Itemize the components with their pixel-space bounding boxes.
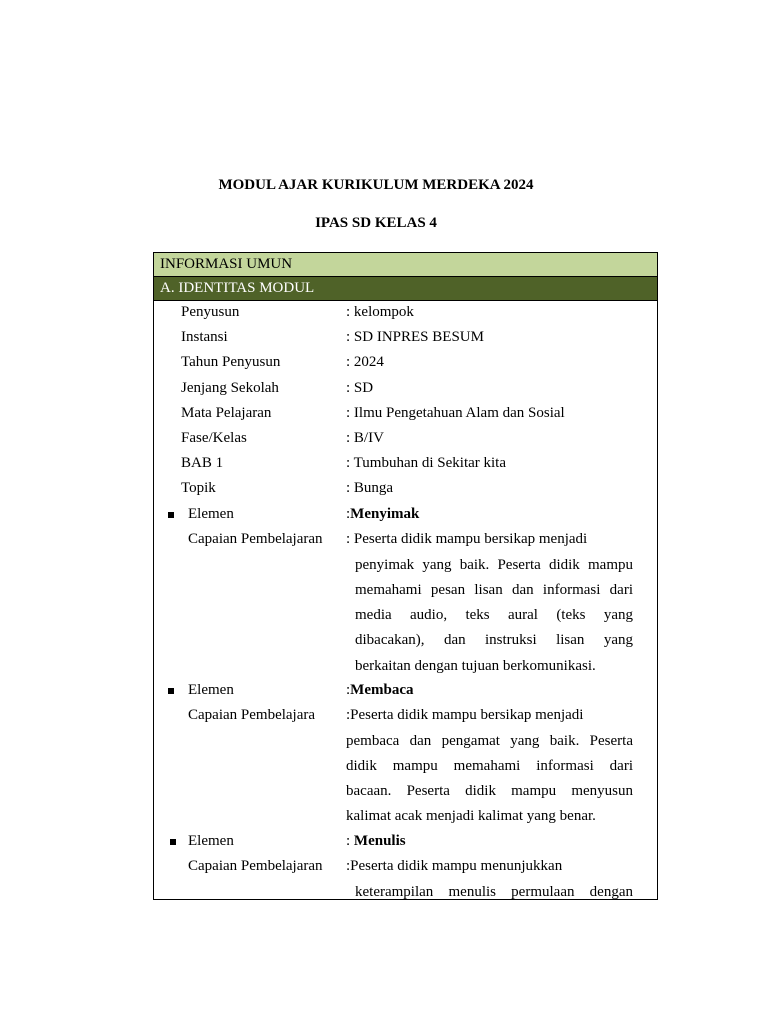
identity-row bbox=[154, 301, 657, 326]
identity-label: Mata Pelajaran bbox=[181, 404, 272, 421]
identity-row bbox=[154, 402, 657, 427]
identity-row bbox=[154, 377, 657, 402]
identity-label: Topik bbox=[181, 480, 216, 497]
learning-outcome-line: bacaan. Peserta didik mampu menyusun bbox=[346, 783, 633, 800]
identity-value: : kelompok bbox=[346, 304, 414, 320]
element-prefix: : bbox=[346, 505, 351, 522]
identity-list bbox=[154, 301, 657, 503]
learning-outcome-line: media audio, teks aural (teks yang bbox=[355, 607, 633, 624]
identity-value: : Tumbuhan di Sekitar kita bbox=[346, 455, 507, 472]
document-subtitle: IPAS SD KELAS 4 bbox=[315, 215, 437, 231]
learning-outcome-menyimak bbox=[154, 528, 657, 679]
learning-outcome-label: Capaian Pembelajara bbox=[188, 706, 316, 723]
learning-outcome-line: pembaca dan pengamat yang baik. Peserta bbox=[346, 732, 633, 749]
element-prefix: : bbox=[346, 681, 351, 698]
identity-value: : SD INPRES BESUM bbox=[346, 329, 484, 346]
element-value bbox=[346, 682, 413, 699]
identity-value: : Bunga bbox=[346, 480, 394, 497]
element-name: Membaca bbox=[350, 681, 414, 698]
learning-outcome-membaca bbox=[154, 704, 657, 830]
identity-value: : Ilmu Pengetahuan Alam dan Sosial bbox=[346, 404, 565, 421]
learning-outcome-line: memahami pesan lisan dan informasi dari bbox=[355, 581, 633, 598]
learning-outcome-first-line: :Peserta didik mampu bersikap menjadi bbox=[346, 706, 584, 723]
identity-label: Fase/Kelas bbox=[181, 429, 247, 446]
learning-outcome-menulis bbox=[154, 855, 657, 900]
element-row-menyimak bbox=[154, 503, 657, 528]
identity-row bbox=[154, 427, 657, 452]
identity-row bbox=[154, 452, 657, 477]
learning-outcome-text bbox=[355, 880, 633, 900]
element-label: Elemen bbox=[188, 505, 234, 522]
element-row-menulis bbox=[154, 830, 657, 855]
identity-label: Tahun Penyusun bbox=[181, 354, 281, 371]
identity-label: Instansi bbox=[181, 329, 228, 346]
section-header: INFORMASI UMUN bbox=[154, 253, 657, 277]
identity-label: Penyusun bbox=[181, 304, 240, 320]
learning-outcome-first-line: : Peserta didik mampu bersikap menjadi bbox=[346, 530, 588, 547]
learning-outcome-text bbox=[355, 553, 633, 679]
square-bullet-icon bbox=[168, 688, 174, 694]
learning-outcome-line: dibacakan), dan instruksi lisan yang bbox=[355, 632, 633, 649]
identity-value: : SD bbox=[346, 379, 374, 396]
learning-outcome-label: Capaian Pembelajaran bbox=[188, 858, 323, 875]
element-label: Elemen bbox=[188, 832, 234, 849]
identity-label: BAB 1 bbox=[181, 455, 224, 472]
identity-value: : B/IV bbox=[346, 429, 384, 446]
identity-label: Jenjang Sekolah bbox=[181, 379, 279, 396]
element-name: Menulis bbox=[353, 832, 406, 849]
element-name: Menyimak bbox=[350, 505, 420, 522]
learning-outcome-line: penyimak yang baik. Peserta didik mampu bbox=[355, 556, 633, 573]
learning-outcome-first-line: :Peserta didik mampu menunjukkan bbox=[346, 858, 563, 875]
element-row-membaca bbox=[154, 679, 657, 704]
identity-row bbox=[154, 477, 657, 502]
square-bullet-icon bbox=[168, 512, 174, 518]
learning-outcome-text bbox=[346, 729, 633, 830]
learning-outcome-line: berkaitan dengan tujuan berkomunikasi. bbox=[355, 657, 596, 674]
square-bullet-icon bbox=[170, 839, 176, 845]
module-info-table bbox=[153, 252, 658, 900]
document-title: MODUL AJAR KURIKULUM MERDEKA 2024 bbox=[218, 177, 534, 193]
identity-value: : 2024 bbox=[346, 354, 384, 371]
learning-outcome-line: didik mampu memahami informasi dari bbox=[346, 758, 633, 775]
element-prefix: : bbox=[346, 832, 354, 849]
subsection-header: A. IDENTITAS MODUL bbox=[154, 277, 657, 301]
learning-outcome-line: keterampilan menulis permulaan dengan bbox=[355, 884, 633, 900]
element-value bbox=[346, 833, 406, 850]
learning-outcome-line: kalimat acak menjadi kalimat yang benar. bbox=[346, 808, 596, 825]
learning-outcome-label: Capaian Pembelajaran bbox=[188, 530, 323, 547]
identity-row bbox=[154, 326, 657, 351]
identity-row bbox=[154, 351, 657, 376]
element-value bbox=[346, 506, 419, 523]
element-label: Elemen bbox=[188, 681, 234, 698]
